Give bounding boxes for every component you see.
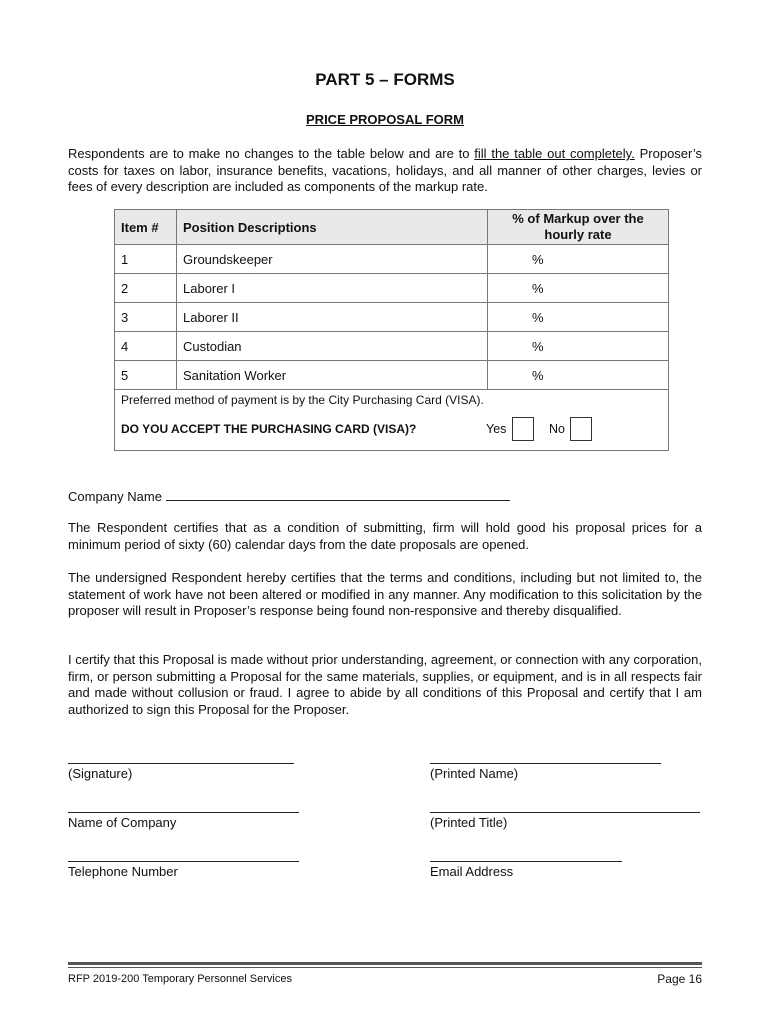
email-line[interactable]	[430, 861, 622, 862]
telephone-label: Telephone Number	[68, 864, 178, 879]
company-line[interactable]	[68, 812, 299, 813]
signature-label: (Signature)	[68, 766, 133, 781]
row-markup-field[interactable]: %	[488, 274, 669, 303]
header-position: Position Descriptions	[177, 210, 488, 245]
intro-text-underlined: fill the table out completely.	[474, 146, 635, 161]
certify-terms-paragraph: The undersigned Respondent hereby certifies that the terms and conditions, including but not limited to, the statement of work have not been altered or modified in any manner. Any modification to this solicitation by the proposer will result in Proposer’s response being found non-responsive and thereby disqualified.	[68, 570, 702, 618]
row-markup-field[interactable]: %	[488, 303, 669, 332]
row-position: Laborer II	[177, 303, 488, 332]
intro-text-after: Proposer’s costs for taxes on labor, insurance benefits, vacations, holidays, and all manner of other charges, levies or fees of every description are included as components of the markup rate.	[68, 146, 703, 194]
form-subtitle	[0, 112, 770, 127]
company-name-row	[68, 488, 510, 504]
footer-rule	[68, 962, 702, 965]
yes-checkbox[interactable]	[512, 417, 534, 441]
header-item: Item #	[115, 210, 177, 245]
page-title: PART 5 – FORMS	[315, 70, 455, 89]
footer-doc-title: RFP 2019-200 Temporary Personnel Services	[68, 973, 292, 985]
footer-page-number: Page 16	[657, 972, 702, 986]
company-label: Name of Company	[68, 815, 177, 830]
row-item: 1	[115, 245, 177, 274]
row-item: 2	[115, 274, 177, 303]
row-position: Sanitation Worker	[177, 361, 488, 390]
footer-rule-thin	[68, 967, 702, 968]
row-item: 5	[115, 361, 177, 390]
table-row	[115, 274, 669, 303]
payment-section	[115, 390, 668, 450]
row-position: Custodian	[177, 332, 488, 361]
printed-title-label: (Printed Title)	[430, 815, 508, 830]
price-proposal-table	[114, 209, 669, 451]
table-row	[115, 332, 669, 361]
signature-line[interactable]	[68, 763, 294, 764]
row-markup-field[interactable]: %	[488, 245, 669, 274]
header-markup: % of Markup over the hourly rate	[488, 210, 669, 245]
printed-name-line[interactable]	[430, 763, 661, 764]
preferred-payment-note: Preferred method of payment is by the City Purchasing Card (VISA).	[121, 393, 484, 407]
intro-paragraph	[68, 146, 702, 196]
intro-text-before: Respondents are to make no changes to the table below and are to	[68, 146, 475, 161]
telephone-line[interactable]	[68, 861, 299, 862]
form-subtitle-text: PRICE PROPOSAL FORM	[306, 112, 464, 127]
yes-label: Yes	[486, 422, 507, 436]
row-position: Laborer I	[177, 274, 488, 303]
printed-name-label: (Printed Name)	[430, 766, 519, 781]
payment-cell	[115, 390, 669, 451]
printed-title-line[interactable]	[430, 812, 700, 813]
visa-question: DO YOU ACCEPT THE PURCHASING CARD (VISA)?	[121, 422, 417, 436]
no-label: No	[549, 422, 565, 436]
row-markup-field[interactable]: %	[488, 361, 669, 390]
company-name-label: Company Name	[68, 489, 162, 504]
row-markup-field[interactable]: %	[488, 332, 669, 361]
email-label: Email Address	[430, 864, 514, 879]
row-position: Groundskeeper	[177, 245, 488, 274]
company-name-input[interactable]	[166, 488, 510, 501]
table-row	[115, 245, 669, 274]
payment-row	[115, 390, 669, 451]
row-item: 4	[115, 332, 177, 361]
certify-proposal-paragraph: I certify that this Proposal is made without prior understanding, agreement, or connection with any corporation, firm, or person submitting a Proposal for the same materials, supplies, or equipment, and is in all respects fair and made without collusion or fraud. I agree to abide by all conditions of this Proposal and certify that I am authorized to sign this Proposal for the Proposer.	[68, 652, 702, 717]
certify-prices-paragraph: The Respondent certifies that as a condition of submitting, firm will hold good his proposal prices for a minimum period of sixty (60) calendar days from the date proposals are opened.	[68, 520, 702, 552]
row-item: 3	[115, 303, 177, 332]
table-header-row	[115, 210, 669, 245]
table-row	[115, 303, 669, 332]
no-checkbox[interactable]	[570, 417, 592, 441]
table-row	[115, 361, 669, 390]
